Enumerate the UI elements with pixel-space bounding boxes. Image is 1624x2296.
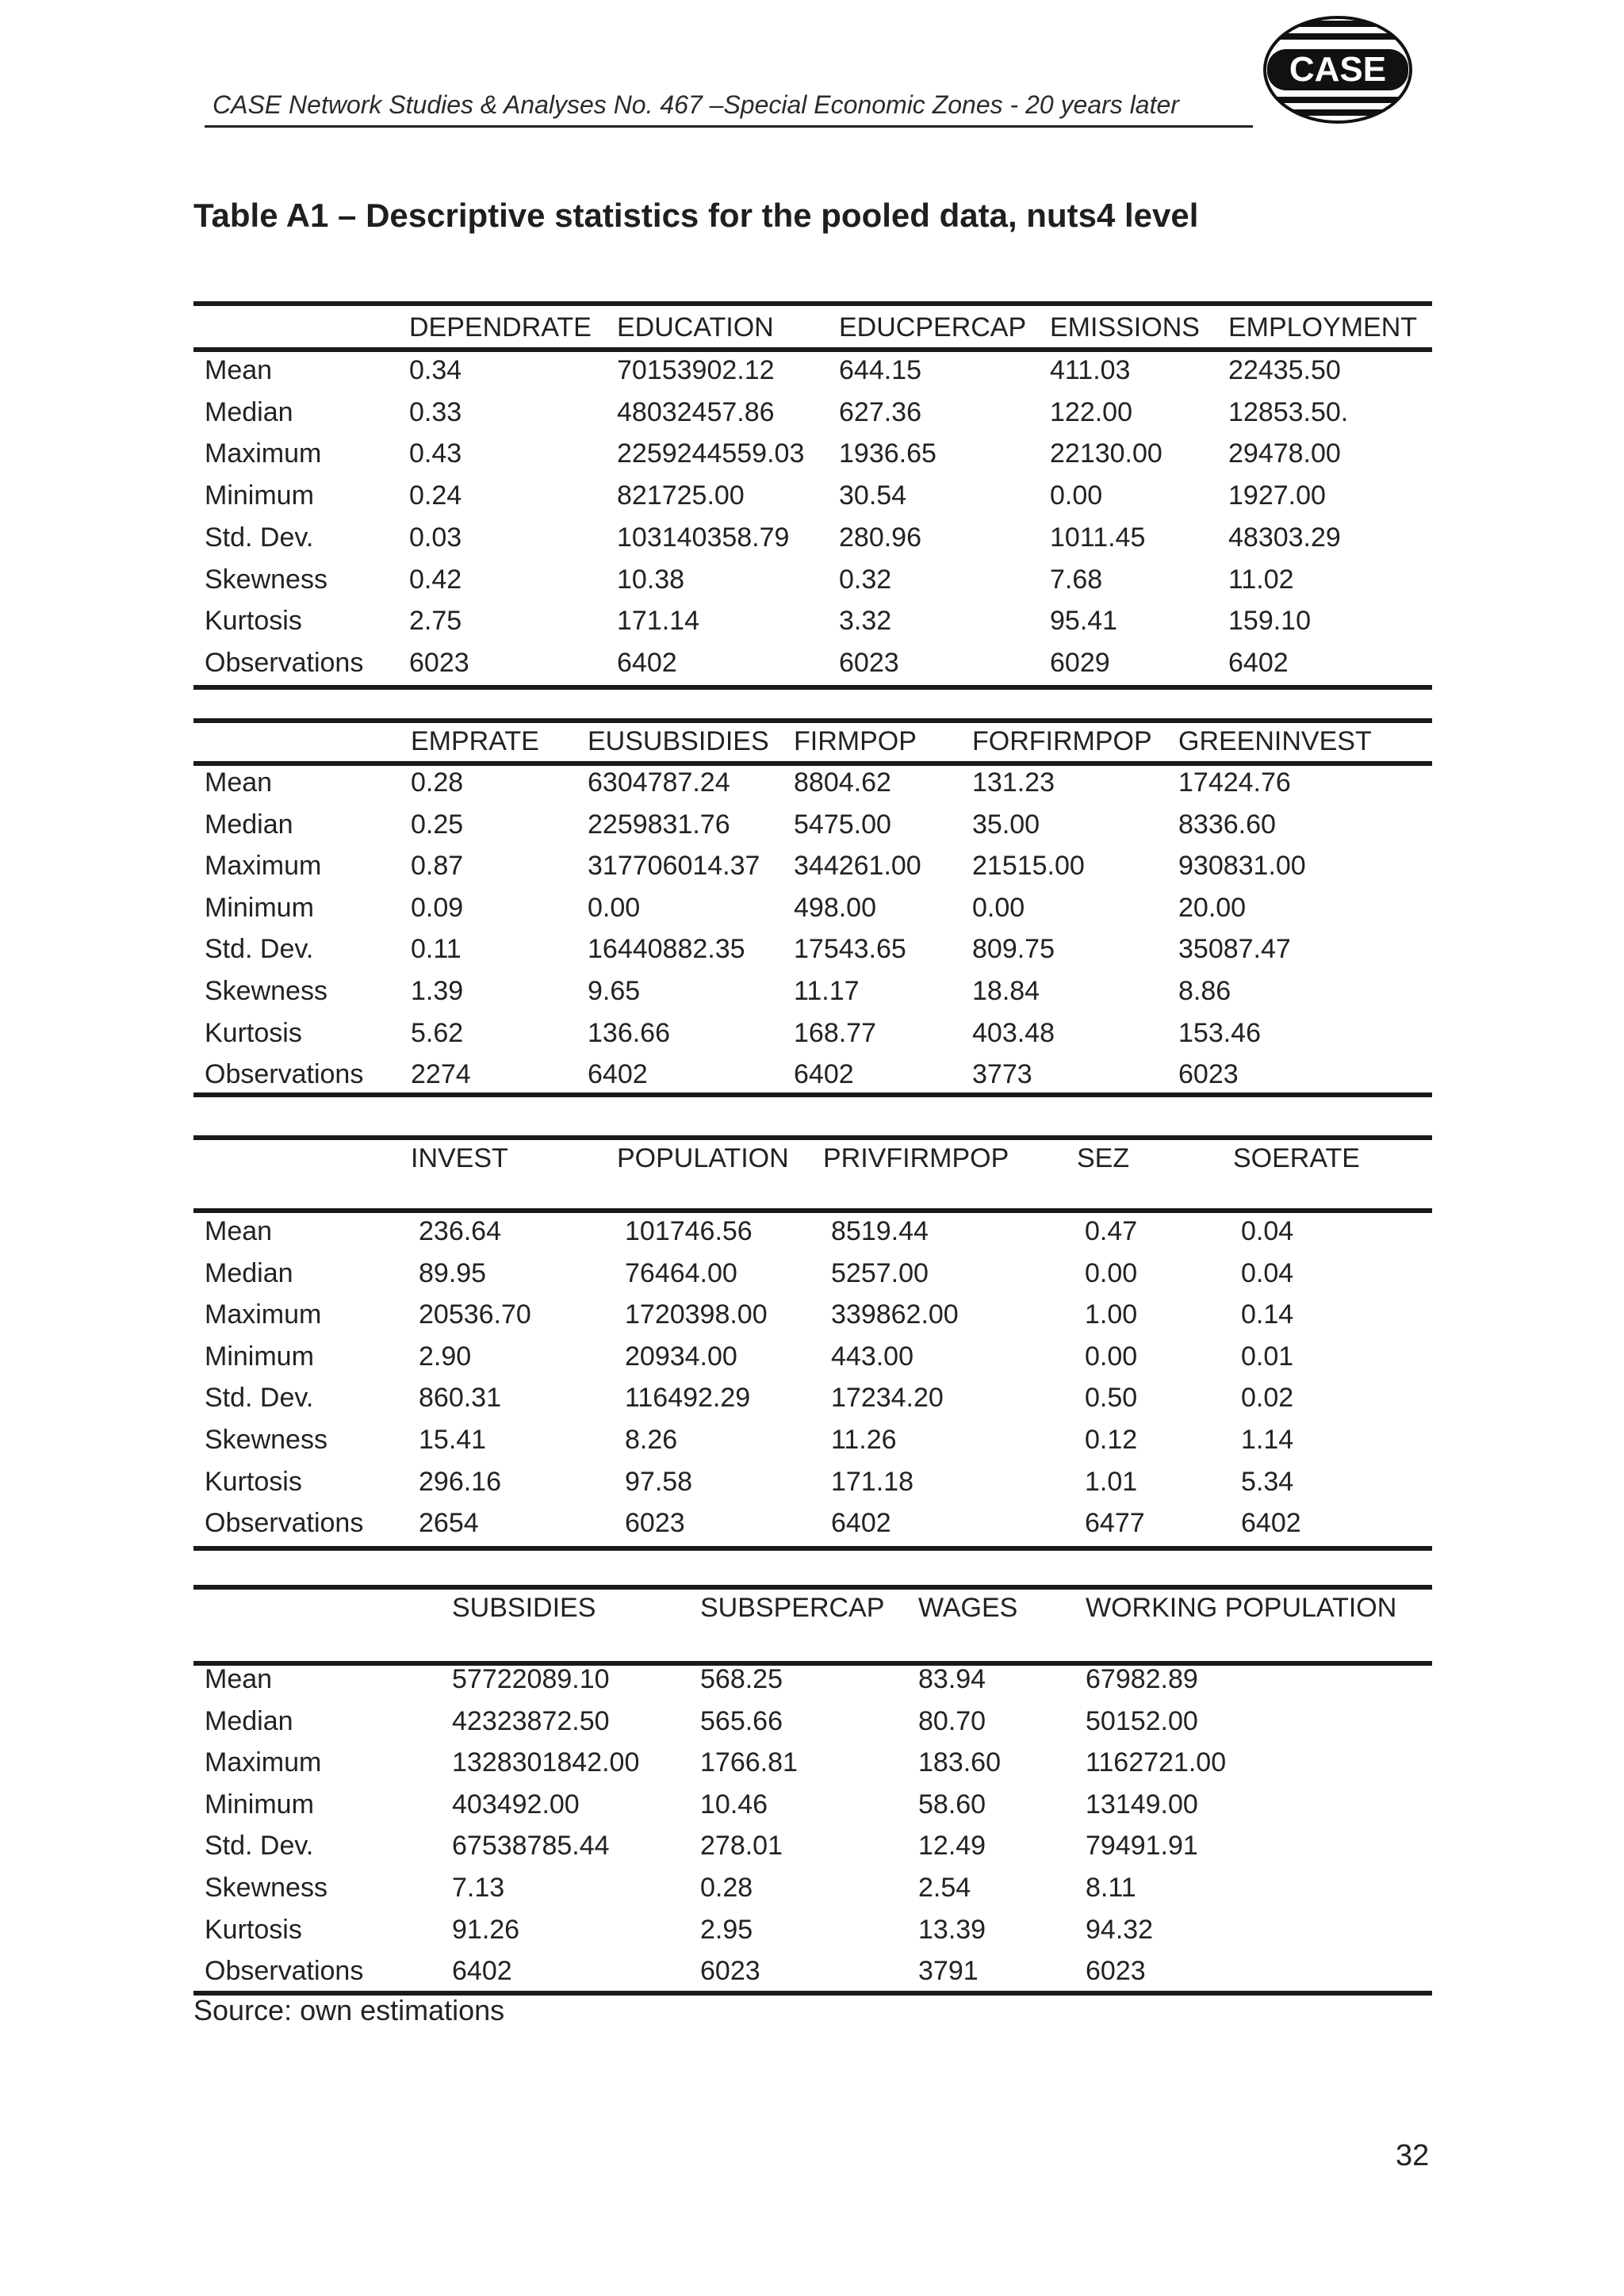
table-cell: 860.31 <box>419 1383 501 1414</box>
table-cell: 79491.91 <box>1086 1831 1198 1862</box>
table-row <box>193 809 1432 851</box>
table-row <box>193 1341 1432 1383</box>
table-row <box>193 1747 1432 1789</box>
table-cell: 48303.29 <box>1228 522 1341 553</box>
table-cell: 6402 <box>452 1956 512 1987</box>
stats-table-2 <box>193 718 1432 1097</box>
table-cell: 2259244559.03 <box>617 438 805 469</box>
table-cell: 8.11 <box>1086 1873 1136 1903</box>
table-cell: 20934.00 <box>625 1341 737 1372</box>
table-bottom-rule <box>193 685 1432 690</box>
column-header: DEPENDRATE <box>409 312 592 342</box>
table-header-rule <box>193 761 1432 766</box>
column-header: EMPRATE <box>411 726 539 756</box>
table-cell: 10.46 <box>700 1789 768 1820</box>
table-cell: 1328301842.00 <box>452 1747 640 1778</box>
table-cell: 296.16 <box>419 1466 501 1497</box>
table-top-rule <box>193 1135 1432 1140</box>
table-cell: 91.26 <box>452 1914 520 1945</box>
table-cell: 2.54 <box>918 1873 971 1903</box>
row-label: Median <box>205 809 293 840</box>
row-label: Maximum <box>205 1747 322 1778</box>
table-row <box>193 1508 1432 1549</box>
table-cell: 8804.62 <box>794 767 891 798</box>
row-label: Observations <box>205 1059 364 1090</box>
table-cell: 3773 <box>972 1059 1032 1090</box>
table-cell: 0.01 <box>1241 1341 1294 1372</box>
table-cell: 13.39 <box>918 1914 986 1945</box>
table-cell: 6477 <box>1085 1508 1145 1539</box>
table-cell: 67538785.44 <box>452 1831 610 1862</box>
column-header: SEZ <box>1077 1143 1130 1173</box>
column-header: EMISSIONS <box>1050 312 1200 342</box>
table-cell: 0.11 <box>411 934 462 965</box>
table-cell: 0.02 <box>1241 1383 1294 1414</box>
table-cell: 183.60 <box>918 1747 1001 1778</box>
table-bottom-rule <box>193 1546 1432 1551</box>
table-cell: 8.86 <box>1178 976 1231 1006</box>
table-cell: 6304787.24 <box>588 767 730 798</box>
table-cell: 7.68 <box>1050 564 1103 595</box>
table-cell: 278.01 <box>700 1831 783 1862</box>
table-cell: 80.70 <box>918 1705 986 1736</box>
table-cell: 2.95 <box>700 1914 753 1945</box>
table-cell: 5257.00 <box>831 1257 929 1288</box>
stats-table-4 <box>193 1585 1432 1999</box>
row-label: Minimum <box>205 1789 314 1820</box>
table-cell: 411.03 <box>1050 355 1131 385</box>
running-header: CASE Network Studies & Analyses No. 467 –Special Economic Zones - 20 years later <box>213 90 1179 119</box>
table-row <box>193 606 1432 647</box>
row-label: Maximum <box>205 1299 322 1330</box>
table-cell: 6402 <box>831 1508 891 1539</box>
table-cell: 0.04 <box>1241 1257 1294 1288</box>
table-cell: 1162721.00 <box>1086 1747 1227 1778</box>
table-cell: 67982.89 <box>1086 1664 1198 1694</box>
table-cell: 6402 <box>794 1059 854 1090</box>
table-cell: 6402 <box>617 647 677 678</box>
table-cell: 0.00 <box>1085 1257 1138 1288</box>
table-cell: 3.32 <box>839 606 892 637</box>
column-header: SOERATE <box>1233 1143 1360 1173</box>
table-cell: 57722089.10 <box>452 1664 610 1694</box>
table-row <box>193 1831 1432 1872</box>
table-cell: 20.00 <box>1178 892 1247 923</box>
table-cell: 1766.81 <box>700 1747 798 1778</box>
row-label: Median <box>205 396 293 427</box>
source-note: Source: own estimations <box>193 1994 505 2026</box>
table-row <box>193 1467 1432 1508</box>
table-cell: 9.65 <box>588 976 641 1006</box>
table-cell: 0.33 <box>409 396 462 427</box>
row-label: Mean <box>205 767 273 798</box>
row-label: Kurtosis <box>205 606 302 637</box>
table-cell: 0.00 <box>588 892 641 923</box>
table-row <box>193 438 1432 480</box>
table-cell: 83.94 <box>918 1664 986 1694</box>
header-rule <box>205 125 1253 128</box>
row-label: Mean <box>205 355 273 385</box>
table-cell: 171.18 <box>831 1466 914 1497</box>
column-header: WORKING POPULATION <box>1086 1593 1397 1623</box>
table-cell: 153.46 <box>1178 1017 1261 1048</box>
table-cell: 6029 <box>1050 647 1110 678</box>
column-header: SUBSIDIES <box>452 1593 596 1623</box>
table-cell: 20536.70 <box>419 1299 531 1330</box>
table-cell: 35087.47 <box>1178 934 1291 965</box>
table-row <box>193 355 1432 396</box>
table-top-rule <box>193 718 1432 723</box>
table-cell: 22130.00 <box>1050 438 1162 469</box>
row-label: Minimum <box>205 480 314 511</box>
table-cell: 103140358.79 <box>617 522 790 553</box>
table-cell: 13149.00 <box>1086 1789 1198 1820</box>
table-cell: 1720398.00 <box>625 1299 768 1330</box>
table-cell: 344261.00 <box>794 851 921 882</box>
table-cell: 6023 <box>700 1956 760 1987</box>
table-cell: 131.23 <box>972 767 1055 798</box>
table-cell: 22435.50 <box>1228 355 1341 385</box>
table-cell: 0.47 <box>1085 1216 1138 1246</box>
table-cell: 0.87 <box>411 851 464 882</box>
table-row <box>193 480 1432 522</box>
table-cell: 18.84 <box>972 976 1040 1006</box>
row-label: Std. Dev. <box>205 522 314 553</box>
logo-text: CASE <box>1289 50 1387 89</box>
table-cell: 94.32 <box>1086 1914 1154 1945</box>
table-cell: 101746.56 <box>625 1216 753 1246</box>
table-cell: 280.96 <box>839 522 921 553</box>
table-cell: 0.25 <box>411 809 464 840</box>
table-cell: 0.34 <box>409 355 462 385</box>
table-cell: 0.00 <box>1050 480 1103 511</box>
table-cell: 6023 <box>1086 1956 1146 1987</box>
table-row <box>193 767 1432 809</box>
table-cell: 30.54 <box>839 480 907 511</box>
table-cell: 2274 <box>411 1059 471 1090</box>
row-label: Skewness <box>205 1873 327 1903</box>
table-row <box>193 1915 1432 1956</box>
table-cell: 8336.60 <box>1178 809 1276 840</box>
column-header: FORFIRMPOP <box>972 726 1152 756</box>
table-cell: 35.00 <box>972 809 1040 840</box>
table-cell: 644.15 <box>839 355 921 385</box>
table-cell: 17543.65 <box>794 934 906 965</box>
table-cell: 568.25 <box>700 1664 783 1694</box>
table-cell: 0.12 <box>1085 1425 1138 1455</box>
table-cell: 1.01 <box>1085 1466 1138 1497</box>
case-logo <box>1262 14 1413 125</box>
table-cell: 17234.20 <box>831 1383 944 1414</box>
table-cell: 403492.00 <box>452 1789 580 1820</box>
table-cell: 930831.00 <box>1178 851 1306 882</box>
table-cell: 5.34 <box>1241 1466 1294 1497</box>
row-label: Observations <box>205 1508 364 1539</box>
table-row <box>193 1425 1432 1466</box>
table-cell: 21515.00 <box>972 851 1085 882</box>
page-number: 32 <box>1396 2139 1430 2172</box>
row-label: Skewness <box>205 1425 327 1455</box>
row-label: Maximum <box>205 851 322 882</box>
stats-table-1 <box>193 301 1432 690</box>
row-label: Skewness <box>205 976 327 1006</box>
table-cell: 236.64 <box>419 1216 501 1246</box>
row-label: Skewness <box>205 564 327 595</box>
table-cell: 627.36 <box>839 396 921 427</box>
column-header: INVEST <box>411 1143 508 1173</box>
table-row <box>193 397 1432 438</box>
table-cell: 89.95 <box>419 1257 487 1288</box>
table-row <box>193 1873 1432 1914</box>
table-row <box>193 976 1432 1017</box>
table-cell: 171.14 <box>617 606 699 637</box>
table-cell: 821725.00 <box>617 480 745 511</box>
column-header: EUSUBSIDIES <box>588 726 769 756</box>
table-cell: 809.75 <box>972 934 1055 965</box>
table-header-rule <box>193 347 1432 352</box>
table-row <box>193 1789 1432 1831</box>
table-cell: 3791 <box>918 1956 979 1987</box>
table-cell: 7.13 <box>452 1873 505 1903</box>
column-header: WAGES <box>918 1593 1018 1623</box>
table-cell: 0.04 <box>1241 1216 1294 1246</box>
table-cell: 6402 <box>1241 1508 1301 1539</box>
table-cell: 6023 <box>625 1508 685 1539</box>
table-cell: 95.41 <box>1050 606 1118 637</box>
table-cell: 1936.65 <box>839 438 936 469</box>
table-row <box>193 522 1432 564</box>
table-cell: 1011.45 <box>1050 522 1146 553</box>
row-label: Mean <box>205 1216 273 1246</box>
table-cell: 2259831.76 <box>588 809 730 840</box>
table-cell: 48032457.86 <box>617 396 775 427</box>
table-cell: 2.90 <box>419 1341 472 1372</box>
row-label: Std. Dev. <box>205 1383 314 1414</box>
row-label: Std. Dev. <box>205 1831 314 1862</box>
table-cell: 122.00 <box>1050 396 1132 427</box>
row-label: Kurtosis <box>205 1914 302 1945</box>
table-row <box>193 648 1432 689</box>
table-cell: 1.00 <box>1085 1299 1138 1330</box>
row-label: Observations <box>205 647 364 678</box>
table-cell: 6402 <box>1228 647 1289 678</box>
row-label: Kurtosis <box>205 1017 302 1048</box>
table-cell: 443.00 <box>831 1341 914 1372</box>
table-cell: 565.66 <box>700 1705 783 1736</box>
table-cell: 11.26 <box>831 1425 897 1455</box>
table-cell: 6023 <box>409 647 469 678</box>
table-cell: 0.42 <box>409 564 462 595</box>
table-cell: 2.75 <box>409 606 462 637</box>
table-row <box>193 1664 1432 1705</box>
row-label: Minimum <box>205 892 314 923</box>
table-row <box>193 1258 1432 1299</box>
table-cell: 116492.29 <box>625 1383 751 1414</box>
table-cell: 11.02 <box>1228 564 1294 595</box>
table-cell: 498.00 <box>794 892 876 923</box>
table-cell: 0.28 <box>700 1873 753 1903</box>
column-header: EMPLOYMENT <box>1228 312 1418 342</box>
table-cell: 317706014.37 <box>588 851 760 882</box>
table-cell: 15.41 <box>419 1425 487 1455</box>
table-cell: 76464.00 <box>625 1257 737 1288</box>
table-cell: 6023 <box>839 647 899 678</box>
row-label: Maximum <box>205 438 322 469</box>
table-row <box>193 1706 1432 1747</box>
table-cell: 6402 <box>588 1059 648 1090</box>
table-cell: 50152.00 <box>1086 1705 1198 1736</box>
table-cell: 136.66 <box>588 1017 670 1048</box>
table-cell: 70153902.12 <box>617 355 775 385</box>
table-top-rule <box>193 301 1432 306</box>
table-row <box>193 934 1432 975</box>
table-cell: 17424.76 <box>1178 767 1291 798</box>
table-cell: 0.28 <box>411 767 464 798</box>
row-label: Observations <box>205 1956 364 1987</box>
stats-table-3 <box>193 1135 1432 1551</box>
table-title: Table A1 – Descriptive statistics for the pooled data, nuts4 level <box>193 197 1199 234</box>
table-cell: 403.48 <box>972 1017 1055 1048</box>
table-cell: 1927.00 <box>1228 480 1326 511</box>
table-cell: 0.00 <box>972 892 1025 923</box>
column-header: SUBSPERCAP <box>700 1593 885 1623</box>
table-cell: 1.14 <box>1241 1425 1294 1455</box>
table-row <box>193 893 1432 934</box>
table-cell: 8519.44 <box>831 1216 929 1246</box>
row-label: Kurtosis <box>205 1466 302 1497</box>
table-cell: 5475.00 <box>794 809 891 840</box>
row-label: Minimum <box>205 1341 314 1372</box>
table-row <box>193 851 1432 892</box>
table-row <box>193 1018 1432 1059</box>
table-cell: 16440882.35 <box>588 934 745 965</box>
row-label: Std. Dev. <box>205 934 314 965</box>
table-row <box>193 564 1432 606</box>
table-cell: 0.03 <box>409 522 462 553</box>
table-cell: 97.58 <box>625 1466 693 1497</box>
table-cell: 10.38 <box>617 564 685 595</box>
table-cell: 0.00 <box>1085 1341 1138 1372</box>
table-row <box>193 1216 1432 1257</box>
row-label: Median <box>205 1705 293 1736</box>
table-cell: 11.17 <box>794 976 860 1006</box>
row-label: Median <box>205 1257 293 1288</box>
row-label: Mean <box>205 1664 273 1694</box>
table-cell: 8.26 <box>625 1425 678 1455</box>
table-header-rule <box>193 1208 1432 1213</box>
table-cell: 339862.00 <box>831 1299 959 1330</box>
column-header: POPULATION <box>617 1143 789 1173</box>
column-header: FIRMPOP <box>794 726 917 756</box>
table-row <box>193 1299 1432 1341</box>
table-cell: 159.10 <box>1228 606 1311 637</box>
table-cell: 6023 <box>1178 1059 1239 1090</box>
table-cell: 12.49 <box>918 1831 986 1862</box>
table-cell: 42323872.50 <box>452 1705 610 1736</box>
table-cell: 58.60 <box>918 1789 986 1820</box>
column-header: PRIVFIRMPOP <box>823 1143 1009 1173</box>
column-header: EDUCPERCAP <box>839 312 1027 342</box>
table-cell: 29478.00 <box>1228 438 1341 469</box>
table-row <box>193 1383 1432 1424</box>
table-bottom-rule <box>193 1093 1432 1097</box>
table-cell: 5.62 <box>411 1017 464 1048</box>
column-header: GREENINVEST <box>1178 726 1372 756</box>
table-cell: 12853.50. <box>1228 396 1349 427</box>
table-cell: 168.77 <box>794 1017 876 1048</box>
table-cell: 2654 <box>419 1508 479 1539</box>
column-header: EDUCATION <box>617 312 774 342</box>
table-cell: 0.09 <box>411 892 464 923</box>
table-cell: 0.24 <box>409 480 462 511</box>
table-cell: 0.14 <box>1241 1299 1294 1330</box>
table-cell: 0.32 <box>839 564 892 595</box>
table-cell: 0.43 <box>409 438 462 469</box>
table-top-rule <box>193 1585 1432 1590</box>
table-cell: 0.50 <box>1085 1383 1138 1414</box>
table-cell: 1.39 <box>411 976 464 1006</box>
